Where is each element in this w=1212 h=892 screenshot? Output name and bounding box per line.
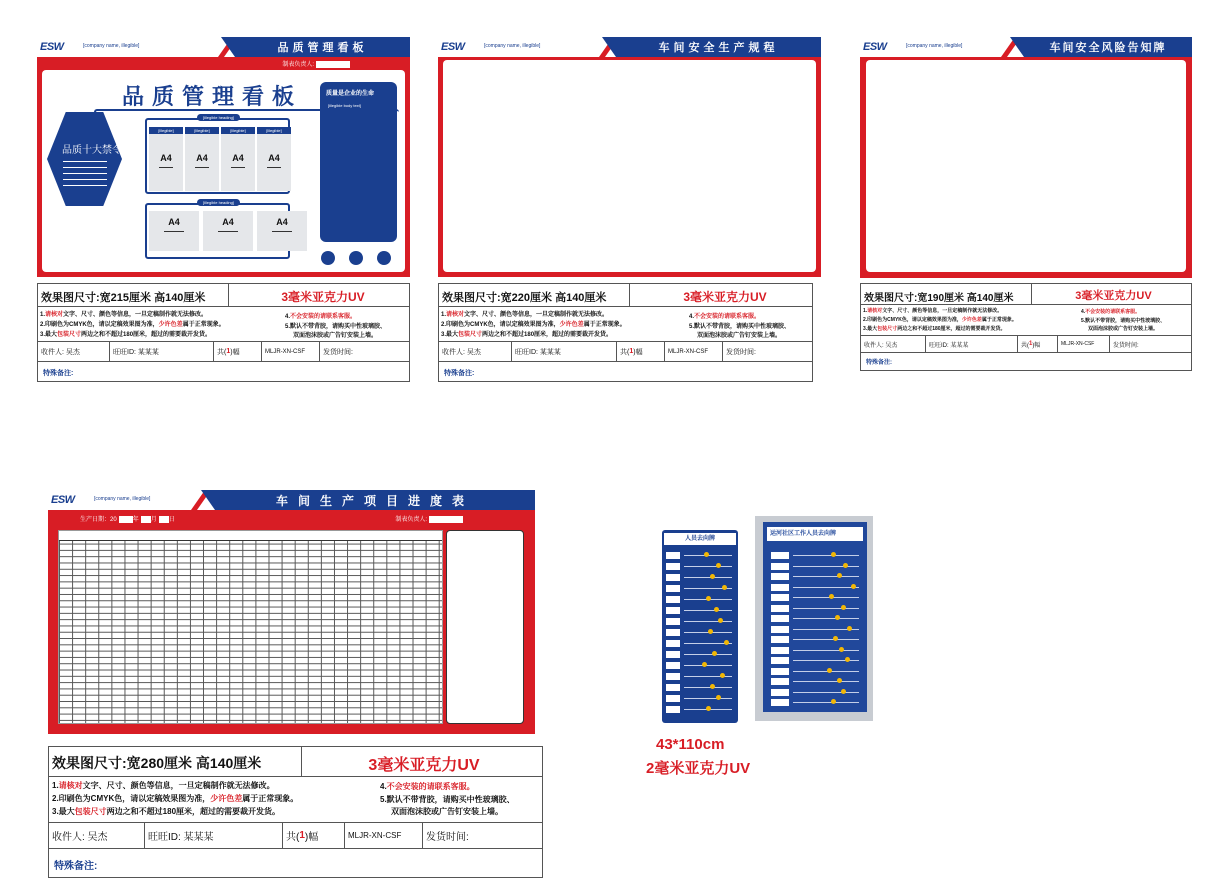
wangwang-id: 旺旺ID: 某某某 <box>110 342 214 361</box>
photo-row <box>771 615 863 624</box>
hexagon-title: 品质十大禁令 <box>62 145 122 156</box>
decor-dot <box>349 251 363 265</box>
status-marker <box>837 573 842 578</box>
personnel-row <box>666 618 736 627</box>
schedule-board <box>48 490 535 734</box>
status-marker <box>702 662 707 667</box>
spec-size-row <box>861 284 1191 305</box>
photo-row <box>771 668 863 677</box>
special-remark: 特殊备注: <box>866 360 892 366</box>
copy-count: 共( 1 )幅 <box>214 342 262 361</box>
board-main-title: 品质管理看板 <box>122 84 303 109</box>
personnel-row <box>666 706 736 715</box>
copy-count: 共( 1 )幅 <box>1018 336 1058 352</box>
board-content-panel <box>443 60 816 272</box>
track-line <box>793 587 859 588</box>
track-line <box>793 671 859 672</box>
status-marker <box>835 615 840 620</box>
spec-size-row <box>38 284 409 307</box>
status-marker <box>851 584 856 589</box>
status-marker <box>831 699 836 704</box>
status-marker <box>841 689 846 694</box>
photo-row <box>771 689 863 698</box>
personnel-row <box>666 673 736 682</box>
note-4: 4.不会安装的请联系客服。 <box>689 314 761 320</box>
personnel-row <box>666 684 736 693</box>
status-marker <box>714 607 719 612</box>
photo-row <box>771 573 863 582</box>
personnel-row <box>666 651 736 660</box>
photo-row <box>771 626 863 635</box>
name-slot <box>666 563 680 570</box>
spec-size: 效果图尺寸:宽220厘米 高140厘米 <box>442 292 607 304</box>
name-slot <box>771 647 789 654</box>
name-slot <box>771 563 789 570</box>
status-marker <box>827 668 832 673</box>
frame-top-tag: [illegible heading] <box>197 114 240 121</box>
personnel-board <box>662 530 738 723</box>
name-slot <box>666 629 680 636</box>
personnel-row <box>666 607 736 616</box>
personnel-row <box>666 596 736 605</box>
side-info-title: 质量是企业的生命 <box>326 91 375 97</box>
schedule-notes-panel <box>446 530 524 724</box>
note-3: 3.最大包装尺寸两边之和不超过180厘米，超过的需要裁开发货。 <box>863 326 1006 332</box>
spec-card <box>860 283 1192 371</box>
name-slot <box>666 662 680 669</box>
hexagon-lines <box>63 161 107 191</box>
spec-meta-row <box>49 823 542 849</box>
brand-logo: ESW <box>863 41 887 53</box>
brand-logo: ESW <box>40 41 64 53</box>
note-2: 2.印刷色为CMYK色，请以定稿效果图为准，少许色差属于正常现象。 <box>863 317 1017 323</box>
a4-slot: A4 <box>149 211 199 251</box>
board-header <box>860 37 1192 57</box>
status-marker <box>718 618 723 623</box>
note-2: 2.印刷色为CMYK色，请以定稿效果图为准，少许色差属于正常现象。 <box>40 322 225 328</box>
name-slot <box>771 615 789 622</box>
note-5: 5.默认不带背胶，请购买中性玻璃胶、 <box>285 324 387 330</box>
track-line <box>684 698 732 699</box>
name-slot <box>666 706 680 713</box>
name-slot <box>771 668 789 675</box>
a4-slot: [illegible] A4 <box>221 127 255 191</box>
note-2: 2.印刷色为CMYK色，请以定稿效果图为准，少许色差属于正常现象。 <box>441 322 626 328</box>
decor-dot <box>377 251 391 265</box>
personnel-dimensions: 43*110cm <box>656 736 725 753</box>
receiver: 收件人: 吴杰 <box>861 336 926 352</box>
note-1: 1.请核对文字、尺寸、颜色等信息，一旦定稿制作就无法修改。 <box>40 312 208 318</box>
wangwang-id: 旺旺ID: 某某某 <box>145 823 283 848</box>
note-4: 4.不会安装的请联系客服。 <box>380 782 475 791</box>
maker-label: 制表负责人: <box>395 514 463 523</box>
status-marker <box>706 596 711 601</box>
status-marker <box>720 673 725 678</box>
spec-card <box>48 746 543 878</box>
status-marker <box>716 563 721 568</box>
name-slot <box>771 594 789 601</box>
track-line <box>793 618 859 619</box>
track-line <box>793 702 859 703</box>
photo-row <box>771 657 863 666</box>
a4-slot: A4 <box>257 211 307 251</box>
personnel-board-title: 人员去向牌 <box>664 533 736 545</box>
a4-slot: A4 <box>203 211 253 251</box>
spec-size: 效果图尺寸:宽190厘米 高140厘米 <box>864 293 1014 304</box>
quality-board <box>37 37 410 277</box>
status-marker <box>710 574 715 579</box>
spec-size: 效果图尺寸:宽215厘米 高140厘米 <box>41 292 206 304</box>
personnel-row <box>666 640 736 649</box>
ship-time: 发货时间: <box>426 832 469 843</box>
status-marker <box>837 678 842 683</box>
spec-notes <box>861 305 1191 336</box>
name-slot <box>666 651 680 658</box>
side-info-text: [illegible body text] <box>328 103 361 108</box>
note-5: 5.默认不带背胶，请购买中性玻璃胶、 <box>1081 318 1166 324</box>
board-ribbon-title: 车间安全生产规程 <box>616 37 821 57</box>
note-3: 3.最大包装尺寸两边之和不超过180厘米，超过的需要裁开发货。 <box>52 807 281 816</box>
status-marker <box>724 640 729 645</box>
name-slot <box>771 573 789 580</box>
a4-slot: [illegible] A4 <box>185 127 219 191</box>
name-slot <box>771 657 789 664</box>
receiver: 收件人: 吴杰 <box>49 823 145 848</box>
personnel-row <box>666 552 736 561</box>
photo-row <box>771 647 863 656</box>
spec-meta-row <box>439 342 812 362</box>
spec-material: 3毫米亚克力UV <box>281 290 365 304</box>
photo-row <box>771 584 863 593</box>
note-5-cont: 双面泡沫胶或广告钉安装上墙。 <box>391 807 503 816</box>
track-line <box>793 576 859 577</box>
copy-count: 共( 1 )幅 <box>617 342 665 361</box>
brand-logo: ESW <box>441 41 465 53</box>
personnel-row <box>666 629 736 638</box>
personnel-row <box>666 563 736 572</box>
note-5-cont: 双面泡沫胶或广告钉安装上墙。 <box>697 333 782 339</box>
track-line <box>684 577 732 578</box>
spec-card <box>37 283 410 382</box>
spec-material: 3毫米亚克力UV <box>1075 290 1152 302</box>
status-marker <box>831 552 836 557</box>
name-slot <box>666 596 680 603</box>
spec-card <box>438 283 813 382</box>
note-5: 5.默认不带背胶，请购买中性玻璃胶、 <box>689 324 791 330</box>
product-code: MLJR-XN-CSF <box>665 342 723 361</box>
name-slot <box>666 684 680 691</box>
photo-row <box>771 563 863 572</box>
schedule-grid-header <box>59 531 442 541</box>
ship-time: 发货时间: <box>726 348 756 356</box>
photo-row <box>771 699 863 708</box>
special-remark: 特殊备注: <box>444 370 475 377</box>
note-1: 1.请核对文字、尺寸、颜色等信息，一旦定稿制作就无法修改。 <box>441 312 609 318</box>
name-slot <box>771 584 789 591</box>
note-1: 1.请核对文字、尺寸、颜色等信息，一旦定稿制作就无法修改。 <box>863 308 1003 314</box>
board-header <box>48 490 535 510</box>
status-marker <box>704 552 709 557</box>
personnel-board-photo <box>755 516 873 721</box>
track-line <box>793 608 859 609</box>
frame-bottom-tag: [illegible heading] <box>197 199 240 206</box>
name-slot <box>771 626 789 633</box>
name-slot <box>666 618 680 625</box>
status-marker <box>841 605 846 610</box>
maker-label: 制表负责人: <box>282 59 350 68</box>
photo-row <box>771 605 863 614</box>
photo-row <box>771 678 863 687</box>
production-date: 生产日期：20 年 月 日 <box>80 517 175 523</box>
name-slot <box>771 689 789 696</box>
wangwang-id: 旺旺ID: 某某某 <box>512 342 617 361</box>
board-ribbon-title: 车间安全风险告知牌 <box>1024 37 1192 57</box>
track-line <box>793 639 859 640</box>
spec-notes <box>439 307 812 342</box>
company-name: [company name, illegible] <box>83 43 140 49</box>
product-code: MLJR-XN-CSF <box>345 823 423 848</box>
personnel-row <box>666 574 736 583</box>
track-line <box>793 650 859 651</box>
status-marker <box>833 636 838 641</box>
note-4: 4.不会安装的请联系客服。 <box>285 314 357 320</box>
copy-count: 共( 1 )幅 <box>283 823 345 848</box>
status-marker <box>708 629 713 634</box>
status-marker <box>845 657 850 662</box>
track-line <box>684 687 732 688</box>
spec-material: 3毫米亚克力UV <box>368 757 480 774</box>
photo-board-title: 运河社区工作人员去向牌 <box>767 527 863 541</box>
spec-notes <box>49 777 542 823</box>
photo-row <box>771 594 863 603</box>
note-3: 3.最大包装尺寸两边之和不超过180厘米，超过的需要裁开发货。 <box>40 332 212 338</box>
name-slot <box>666 552 680 559</box>
spec-size-row <box>49 747 542 777</box>
note-5: 5.默认不带背胶，请购买中性玻璃胶、 <box>380 795 515 804</box>
spec-material: 3毫米亚克力UV <box>683 290 767 304</box>
personnel-material: 2毫米亚克力UV <box>646 760 751 777</box>
company-name: [company name, illegible] <box>484 43 541 49</box>
safety-rules-board <box>438 37 821 277</box>
decor-dot <box>321 251 335 265</box>
name-slot <box>771 552 789 559</box>
special-remark: 特殊备注: <box>43 370 74 377</box>
risk-notice-board <box>860 37 1192 278</box>
status-marker <box>716 695 721 700</box>
note-5-cont: 双面泡沫胶或广告钉安装上墙。 <box>293 333 378 339</box>
name-slot <box>666 673 680 680</box>
photo-row <box>771 552 863 561</box>
spec-notes <box>38 307 409 342</box>
note-1: 1.请核对文字、尺寸、颜色等信息，一旦定稿制作就无法修改。 <box>52 781 275 790</box>
special-remark: 特殊备注: <box>54 861 98 872</box>
track-line <box>793 597 859 598</box>
track-line <box>684 610 732 611</box>
status-marker <box>706 706 711 711</box>
board-header <box>37 37 410 57</box>
status-marker <box>722 585 727 590</box>
ship-time: 发货时间: <box>323 348 353 356</box>
a4-slot: [illegible] A4 <box>149 127 183 191</box>
spec-size-row <box>439 284 812 307</box>
status-marker <box>847 626 852 631</box>
status-marker <box>710 684 715 689</box>
personnel-row <box>666 695 736 704</box>
name-slot <box>666 695 680 702</box>
name-slot <box>771 678 789 685</box>
board-ribbon-title: 车间生产项目进度表 <box>215 490 535 510</box>
track-line <box>793 681 859 682</box>
track-line <box>793 555 859 556</box>
receiver: 收件人: 吴杰 <box>439 342 512 361</box>
track-line <box>684 665 732 666</box>
track-line <box>684 566 732 567</box>
product-code: MLJR-XN-CSF <box>262 342 320 361</box>
track-line <box>793 692 859 693</box>
ship-time: 发货时间: <box>1113 342 1139 349</box>
track-line <box>684 621 732 622</box>
wangwang-id: 旺旺ID: 某某某 <box>926 336 1018 352</box>
board-header <box>438 37 821 57</box>
status-marker <box>712 651 717 656</box>
name-slot <box>771 605 789 612</box>
status-marker <box>843 563 848 568</box>
name-slot <box>771 699 789 706</box>
a4-slot: [illegible] A4 <box>257 127 291 191</box>
company-name: [company name, illegible] <box>906 43 963 49</box>
personnel-row <box>666 585 736 594</box>
status-marker <box>829 594 834 599</box>
spec-meta-row <box>861 336 1191 353</box>
status-marker <box>839 647 844 652</box>
note-4: 4.不会安装的请联系客服。 <box>1081 309 1141 315</box>
name-slot <box>666 640 680 647</box>
company-name: [company name, illegible] <box>94 496 151 502</box>
photo-board <box>763 522 867 712</box>
note-3: 3.最大包装尺寸两边之和不超过180厘米，超过的需要裁开发货。 <box>441 332 613 338</box>
board-content-panel <box>866 60 1186 272</box>
name-slot <box>771 636 789 643</box>
track-line <box>793 566 859 567</box>
spec-size: 效果图尺寸:宽280厘米 高140厘米 <box>52 755 262 771</box>
receiver: 收件人: 吴杰 <box>38 342 110 361</box>
name-slot <box>666 607 680 614</box>
brand-logo: ESW <box>51 494 75 506</box>
side-info-box <box>320 82 397 242</box>
track-line <box>684 654 732 655</box>
spec-meta-row <box>38 342 409 362</box>
name-slot <box>666 574 680 581</box>
name-slot <box>666 585 680 592</box>
photo-row <box>771 636 863 645</box>
note-2: 2.印刷色为CMYK色，请以定稿效果图为准，少许色差属于正常现象。 <box>52 794 299 803</box>
personnel-row <box>666 662 736 671</box>
board-ribbon-title: 品质管理看板 <box>235 37 410 57</box>
schedule-grid <box>58 530 443 724</box>
note-5-cont: 双面泡沫胶或广告钉安装上墙。 <box>1088 326 1159 332</box>
product-code: MLJR-XN-CSF <box>1058 336 1110 352</box>
